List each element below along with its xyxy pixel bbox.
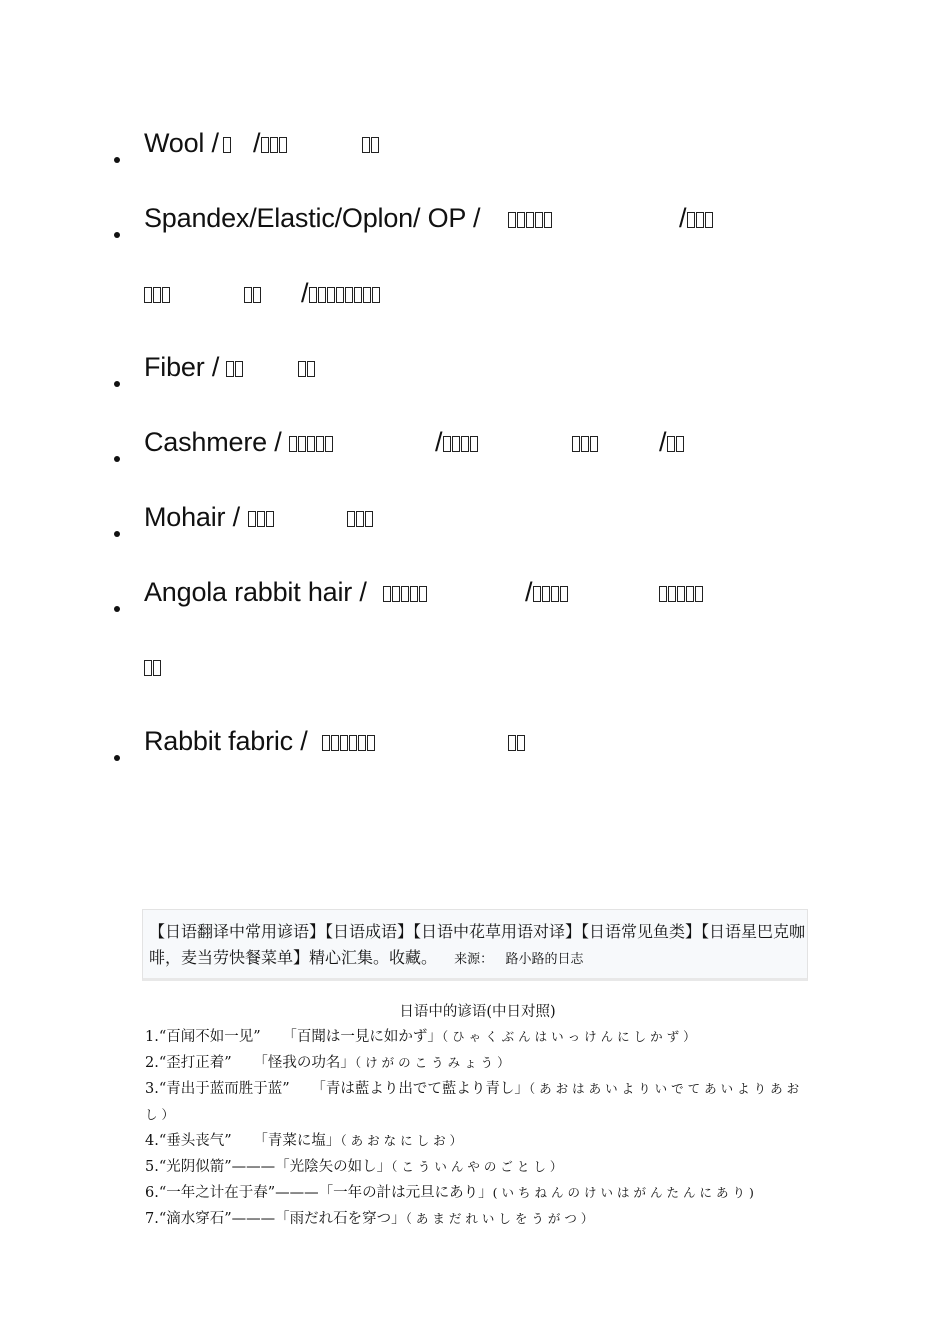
garbled-glyphs bbox=[289, 426, 334, 458]
fiber-term: Fiber bbox=[144, 352, 205, 382]
garbled-glyphs bbox=[659, 576, 704, 608]
proverb-list bbox=[145, 1000, 810, 1232]
garbled-glyphs bbox=[144, 277, 171, 309]
garbled-glyphs bbox=[244, 277, 262, 309]
fiber-term-row: Rabbit fabric / bbox=[144, 726, 308, 756]
garbled-glyphs: / bbox=[659, 426, 685, 458]
bullet bbox=[114, 606, 120, 612]
garbled-glyphs bbox=[347, 501, 374, 533]
garbled-glyphs: / bbox=[679, 202, 714, 234]
garbled-glyphs bbox=[223, 127, 232, 159]
fiber-term: Cashmere bbox=[144, 427, 267, 457]
fiber-term-row: Wool / bbox=[144, 128, 219, 158]
fiber-term: Angola rabbit hair bbox=[144, 577, 353, 607]
fiber-term-row: Fiber / bbox=[144, 352, 220, 382]
garbled-glyphs bbox=[572, 426, 599, 458]
fiber-term: Rabbit fabric bbox=[144, 726, 293, 756]
bullet bbox=[114, 755, 120, 761]
fiber-term-row: Mohair / bbox=[144, 502, 240, 532]
garbled-glyphs: / bbox=[301, 277, 381, 309]
bullet bbox=[114, 232, 120, 238]
proverb-item: 6.“一年之计在于春”———「一年の計は元旦にあり」(いちねんのけいはがんたんにあり) bbox=[145, 1185, 758, 1201]
banner-source: 来源： 路小路的日志 bbox=[454, 952, 584, 967]
fiber-term-row: Spandex/Elastic/Oplon/ OP / bbox=[144, 203, 481, 233]
proverb-item: 3.“青出于蓝而胜于蓝” 「青は藍より出でて藍より青し」（あおはあいよりいでてあいよりあおし） bbox=[145, 1081, 804, 1122]
fiber-term-row: Angola rabbit hair / bbox=[144, 577, 367, 607]
bullet bbox=[114, 157, 120, 163]
banner-text: 【日语翻译中常用谚语】【日语成语】【日语中花草用语对译】【日语常见鱼类】【日语星巴克咖啡，麦当劳快餐菜单】精心汇集。收藏。 bbox=[149, 922, 806, 967]
proverb-item: 5.“光阴似箭”———「光陰矢の如し」（こういんやのごとし） bbox=[145, 1159, 567, 1175]
fiber-term: Mohair bbox=[144, 502, 226, 532]
bullet bbox=[114, 531, 120, 537]
garbled-glyphs bbox=[508, 725, 526, 757]
bullet bbox=[114, 456, 120, 462]
garbled-glyphs: / bbox=[435, 426, 479, 458]
garbled-glyphs bbox=[322, 725, 376, 757]
garbled-glyphs: / bbox=[253, 127, 288, 159]
bullet bbox=[114, 381, 120, 387]
garbled-glyphs bbox=[144, 650, 162, 682]
collection-banner bbox=[142, 909, 808, 981]
garbled-glyphs bbox=[248, 501, 275, 533]
source-link[interactable]: 路小路的日志 bbox=[505, 952, 584, 967]
garbled-glyphs bbox=[383, 576, 428, 608]
garbled-glyphs bbox=[508, 202, 553, 234]
proverb-item: 1.“百闻不如一见” 「百聞は一見に如かず」（ひゃくぶんはいっけんにしかず） bbox=[145, 1029, 700, 1045]
garbled-glyphs bbox=[226, 351, 244, 383]
proverbs-title: 日语中的谚语(中日对照) bbox=[399, 1004, 556, 1020]
proverb-item: 2.“歪打正着” 「怪我の功名」（けがのこうみょう） bbox=[145, 1055, 514, 1071]
fiber-term: Spandex/Elastic/Oplon/ OP bbox=[144, 203, 466, 233]
proverb-item: 7.“滴水穿石”———「雨だれ石を穿つ」（あまだれいしをうがつ） bbox=[145, 1211, 598, 1227]
garbled-glyphs bbox=[362, 127, 380, 159]
garbled-glyphs bbox=[298, 351, 316, 383]
proverb-item: 4.“垂头丧气” 「青菜に塩」（あおなにしお） bbox=[145, 1133, 467, 1149]
garbled-glyphs: / bbox=[525, 576, 569, 608]
fiber-term-row: Cashmere / bbox=[144, 427, 282, 457]
fiber-term: Wool bbox=[144, 128, 205, 158]
